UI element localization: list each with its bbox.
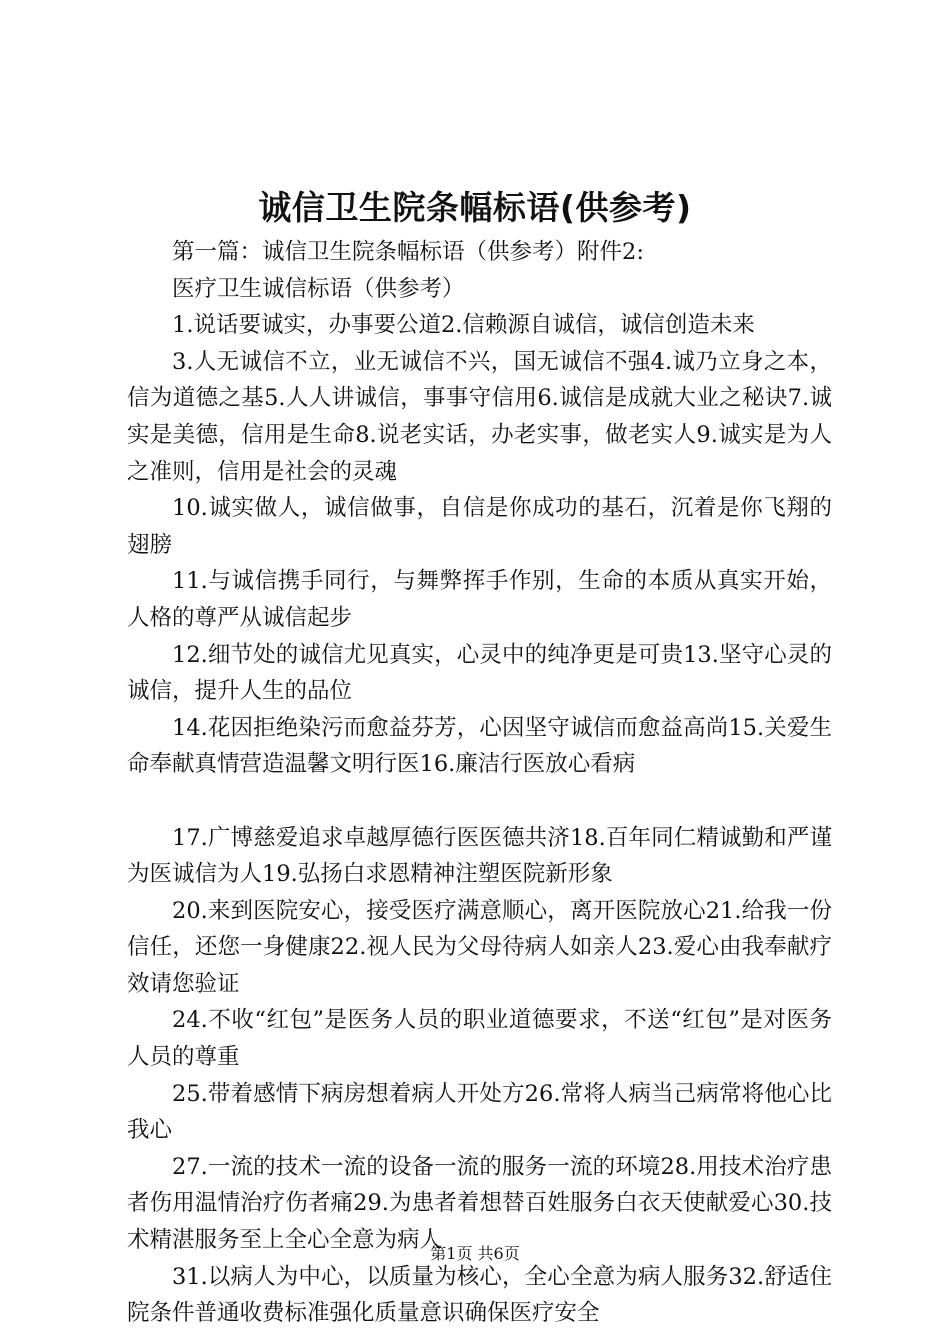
paragraph-5: 10.诚实做人，诚信做事，自信是你成功的基石，沉着是你飞翔的翅膀 — [127, 495, 832, 558]
paragraph-11: 24.不收“红包”是医务人员的职业道德要求，不送“红包”是对医务人员的尊重 — [127, 1007, 832, 1071]
paragraph-3: 1.说话要诚实，办事要公道2.信赖源自诚信，诚信创造未来 — [172, 312, 755, 339]
paragraph-10: 20.来到医院安心，接受医疗满意顺心，离开医院放心21.给我一份信任，还您一身健康22.视人民为父母待病人如亲人23.爱心由我奉献疗效请您验证 — [127, 897, 832, 997]
paragraph-6: 11.与诚信携手同行，与舞弊挥手作别，生命的本质从真实开始，人格的尊严从诚信起步 — [127, 568, 832, 631]
page-footer: 第1页 共6页 — [430, 1244, 520, 1263]
document-title: 诚信卫生院条幅标语(供参考) — [258, 188, 692, 227]
paragraph-7: 12.细节处的诚信尤见真实，心灵中的纯净更是可贵13.坚守心灵的诚信，提升人生的品位 — [127, 641, 832, 705]
paragraph-13: 27.一流的技术一流的设备一流的服务一流的环境28.用技术治疗患者伤用温情治疗伤者痛29.为患者着想替百姓服务白衣天使献爱心30.技术精湛服务至上全心全意为病人 — [127, 1153, 832, 1254]
paragraph-9: 17.广博慈爱追求卓越厚德行医医德共济18.百年同仁精诚勤和严谨为医诚信为人19.弘扬白求恩精神注塑医院新形象 — [127, 824, 832, 888]
document-body — [127, 234, 832, 1332]
paragraph-1: 第一篇：诚信卫生院条幅标语（供参考）附件2: — [172, 239, 644, 265]
paragraph-12: 25.带着感情下病房想着病人开处方26.常将人病当己病常将他心比我心 — [127, 1080, 832, 1144]
paragraph-8: 14.花因拒绝染污而愈益芬芳，心因坚守诚信而愈益高尚15.关爱生命奉献真情营造温馨文明行医16.廉洁行医放心看病 — [127, 714, 832, 778]
paragraph-14: 31.以病人为中心，以质量为核心，全心全意为病人服务32.舒适住院条件普通收费标准强化质量意识确保医疗安全 — [127, 1263, 832, 1327]
paragraph-4: 3.人无诚信不立，业无诚信不兴，国无诚信不强4.诚乃立身之本，信为道德之基5.人人讲诚信，事事守信用6.诚信是成就大业之秘诀7.诚实是美德，信用是生命8.说老实话，办老实事，做老实人9.诚实是为人之准则，信用是社会的灵魂 — [127, 348, 832, 485]
paragraph-2: 医疗卫生诚信标语（供参考） — [172, 275, 465, 302]
